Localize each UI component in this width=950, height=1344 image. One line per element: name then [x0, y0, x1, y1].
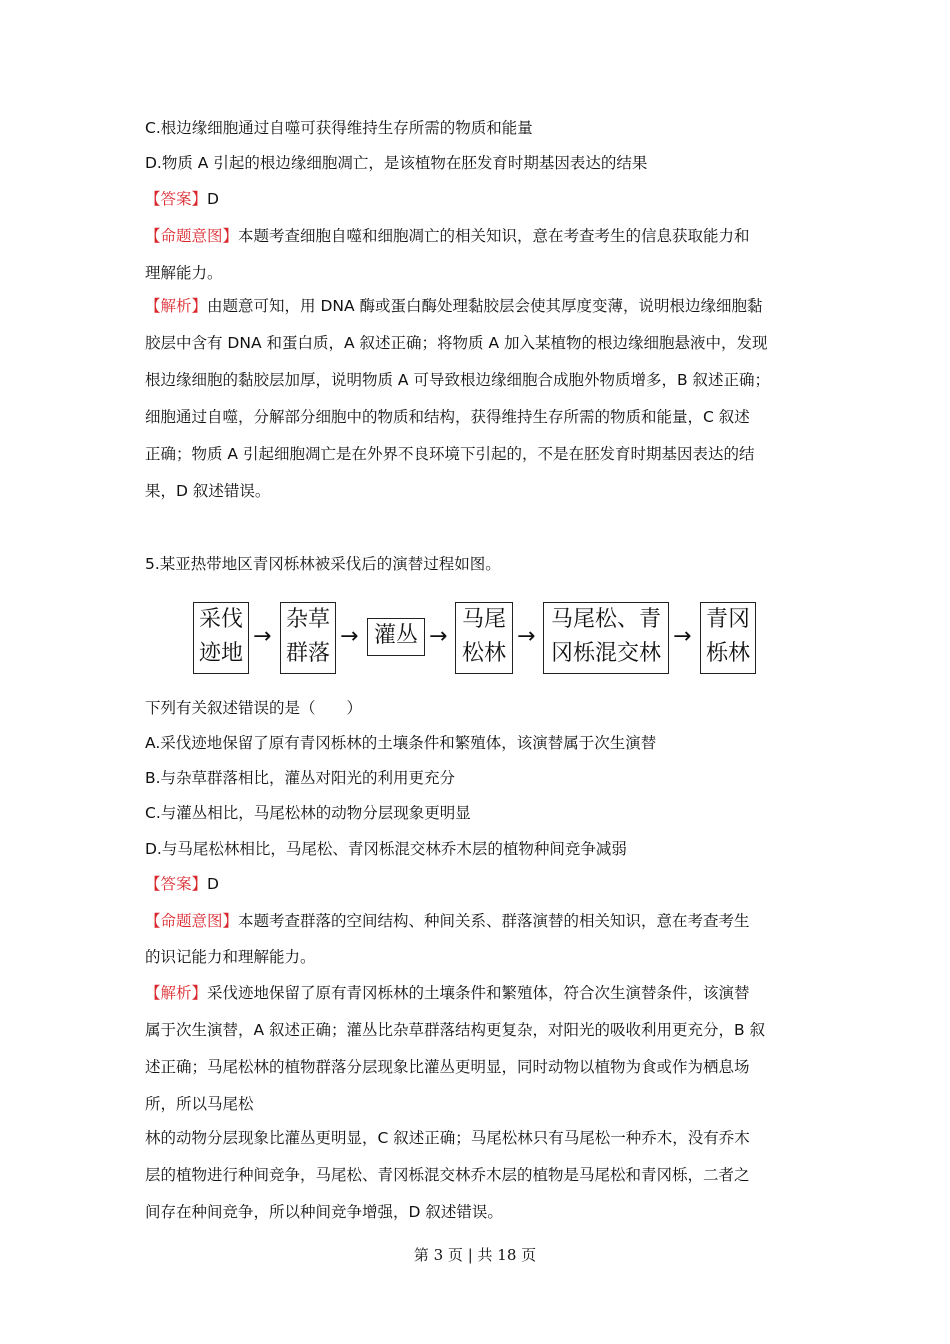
flow-box-masson-pine-forest	[455, 602, 513, 674]
intent-text: 本题考查群落的空间结构、种间关系、群落演替的相关知识，意在考查考生	[238, 912, 750, 930]
q5-intent-line-1	[145, 911, 810, 931]
q5-analysis-line-7: 间存在种间竞争，所以种间竞争增强，D 叙述错误。	[145, 1203, 503, 1221]
arrow-right-icon: →	[517, 624, 536, 649]
arrow-right-icon: →	[429, 624, 448, 649]
answer-value: D	[207, 190, 219, 208]
q4-analysis-line-2: 胶层中含有 DNA 和蛋白质，A 叙述正确；将物质 A 加入某植物的根边缘细胞悬液中，发现	[145, 334, 768, 352]
q4-intent-line-2: 理解能力。	[145, 264, 223, 282]
flow-box-cutover-land	[193, 602, 249, 674]
analysis-text: 由题意可知，用 DNA 酶或蛋白酶处理黏胶层会使其厚度变薄，说明根边缘细胞黏	[207, 297, 763, 315]
q4-answer	[145, 189, 810, 209]
intent-tag: 【命题意图】	[145, 912, 239, 930]
flow-box-weed-community	[280, 602, 336, 674]
q4-analysis-line-1	[145, 296, 810, 316]
flow-box-label: 冈栎混交林	[550, 641, 661, 666]
analysis-tag: 【解析】	[145, 984, 208, 1002]
flow-box-label: 采伐	[198, 607, 243, 632]
answer-tag: 【答案】	[145, 190, 208, 208]
q5-intent-line-2: 的识记能力和理解能力。	[145, 948, 316, 966]
flow-box-label: 迹地	[198, 641, 243, 666]
q5-option-b: B.与杂草群落相比，灌丛对阳光的利用更充分	[145, 769, 456, 787]
flow-box-oak-forest	[700, 602, 756, 674]
flow-box-mixed-forest	[543, 602, 669, 674]
intent-text: 本题考查细胞自噬和细胞凋亡的相关知识，意在考查考生的信息获取能力和	[238, 227, 750, 245]
q5-question: 下列有关叙述错误的是（ ）	[145, 699, 363, 717]
q5-answer	[145, 874, 810, 894]
flow-box-label: 马尾	[461, 607, 506, 632]
q5-analysis-line-4: 所，所以马尾松	[145, 1095, 254, 1113]
flow-box-shrub	[367, 618, 425, 656]
q5-option-a: A.采伐迹地保留了原有青冈栎林的土壤条件和繁殖体，该演替属于次生演替	[145, 734, 657, 752]
flow-box-label: 松林	[461, 641, 506, 666]
arrow-right-icon: →	[340, 624, 359, 649]
q5-analysis-line-5: 林的动物分层现象比灌丛更明显，C 叙述正确；马尾松林只有马尾松一种乔木，没有乔木	[145, 1129, 750, 1147]
arrow-right-icon: →	[673, 624, 692, 649]
flow-box-label: 马尾松、青	[550, 607, 661, 632]
q4-option-d: D.物质 A 引起的根边缘细胞凋亡，是该植物在胚发育时期基因表达的结果	[145, 154, 648, 172]
q5-stem: 5.某亚热带地区青冈栎林被采伐后的演替过程如图。	[145, 555, 501, 573]
arrow-right-icon: →	[253, 624, 272, 649]
q5-analysis-line-1	[145, 983, 810, 1003]
q5-option-d: D.与马尾松林相比，马尾松、青冈栎混交林乔木层的植物种间竞争减弱	[145, 840, 627, 858]
flow-box-label: 青冈	[705, 607, 750, 632]
answer-tag: 【答案】	[145, 875, 208, 893]
flow-box-label: 群落	[285, 641, 330, 666]
page-footer: 第 3 页 | 共 18 页	[413, 1246, 537, 1264]
analysis-text: 采伐迹地保留了原有青冈栎林的土壤条件和繁殖体，符合次生演替条件，该演替	[207, 984, 750, 1002]
flow-box-label: 杂草	[285, 607, 330, 632]
q4-intent-line-1	[145, 226, 810, 246]
q4-option-c: C.根边缘细胞通过自噬可获得维持生存所需的物质和能量	[145, 119, 533, 137]
q4-analysis-line-6: 果，D 叙述错误。	[145, 482, 271, 500]
flow-box-label: 灌丛	[373, 623, 418, 648]
flow-box-label: 栎林	[705, 641, 750, 666]
analysis-tag: 【解析】	[145, 297, 208, 315]
q5-analysis-line-3: 述正确；马尾松林的植物群落分层现象比灌丛更明显，同时动物以植物为食或作为栖息场	[145, 1058, 750, 1076]
succession-flow-diagram	[193, 600, 763, 674]
q4-analysis-line-4: 细胞通过自噬，分解部分细胞中的物质和结构，获得维持生存所需的物质和能量，C 叙述	[145, 408, 750, 426]
q4-analysis-line-5: 正确；物质 A 引起细胞凋亡是在外界不良环境下引起的，不是在胚发育时期基因表达的结	[145, 445, 755, 463]
q5-analysis-line-2: 属于次生演替，A 叙述正确；灌丛比杂草群落结构更复杂，对阳光的吸收利用更充分，B 叙	[145, 1021, 766, 1039]
q5-analysis-line-6: 层的植物进行种间竞争，马尾松、青冈栎混交林乔木层的植物是马尾松和青冈栎，二者之	[145, 1166, 750, 1184]
q5-option-c: C.与灌丛相比，马尾松林的动物分层现象更明显	[145, 804, 471, 822]
q4-analysis-line-3: 根边缘细胞的黏胶层加厚，说明物质 A 可导致根边缘细胞合成胞外物质增多，B 叙述正确；	[145, 371, 771, 389]
intent-tag: 【命题意图】	[145, 227, 239, 245]
answer-value: D	[207, 875, 219, 893]
